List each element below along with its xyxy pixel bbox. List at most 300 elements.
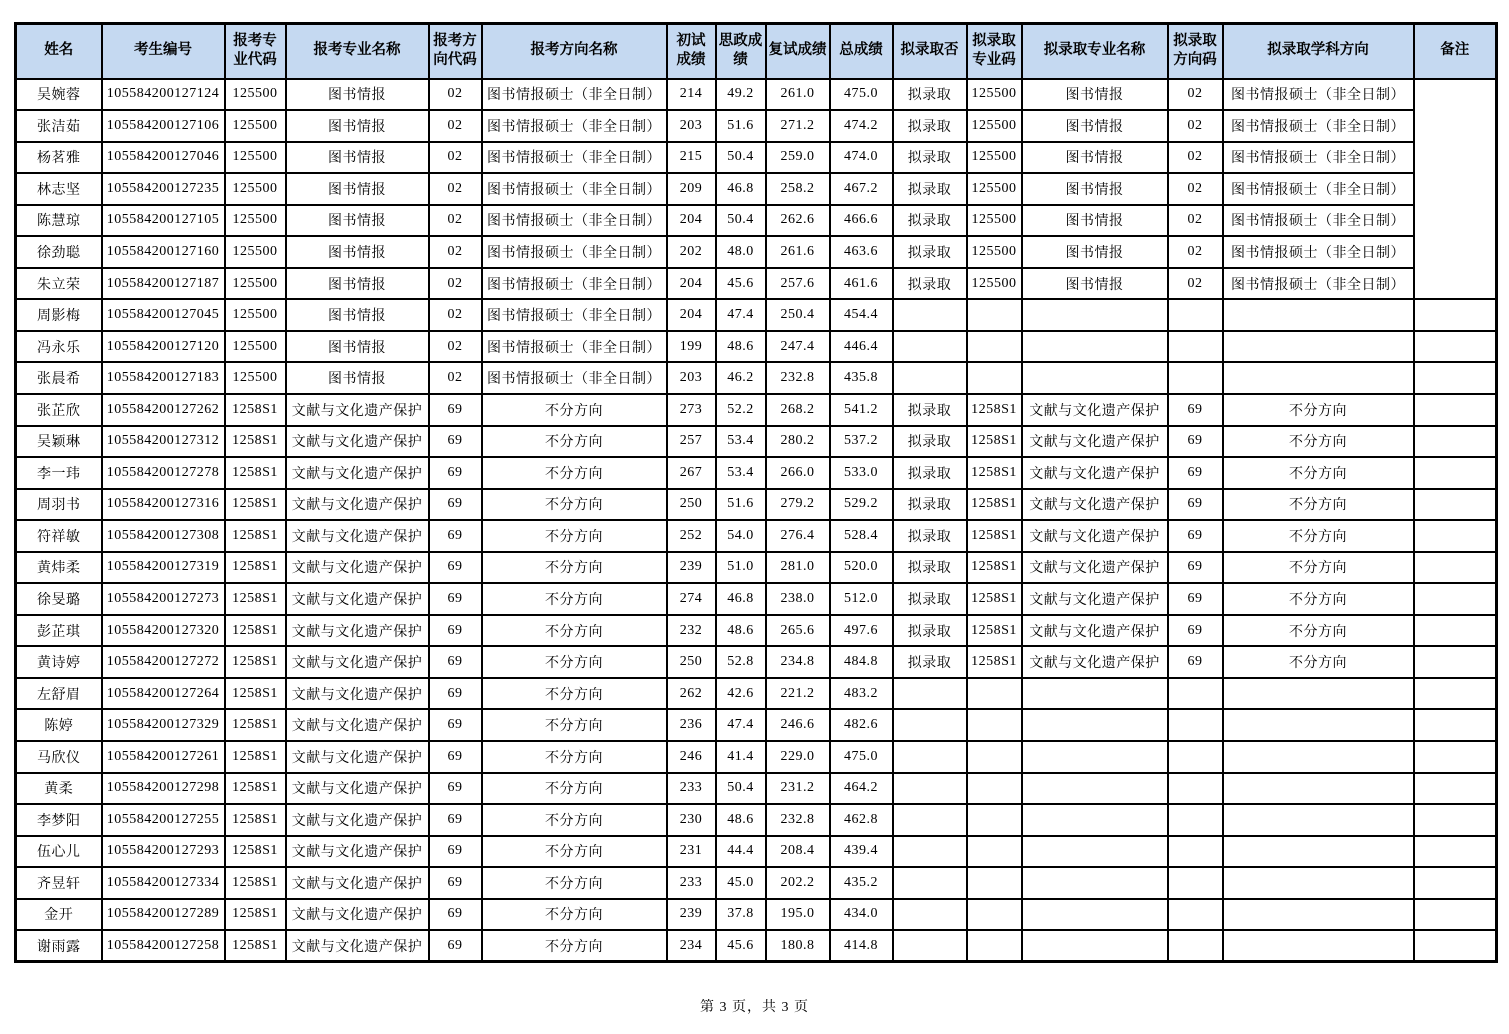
table-cell: 474.0 — [830, 142, 893, 174]
table-cell: 54.0 — [716, 520, 766, 552]
table-cell — [893, 836, 967, 868]
table-cell: 125500 — [225, 110, 286, 142]
table-cell — [893, 362, 967, 394]
table-cell: 261.6 — [766, 236, 830, 268]
table-cell: 1258S1 — [225, 426, 286, 458]
table-row — [16, 173, 1497, 205]
table-cell — [1414, 299, 1497, 331]
table-cell: 231 — [667, 836, 716, 868]
table-cell: 105584200127308 — [102, 520, 225, 552]
table-cell: 不分方向 — [482, 867, 667, 899]
table-cell: 不分方向 — [1223, 615, 1414, 647]
table-cell: 02 — [429, 331, 482, 363]
table-cell: 02 — [429, 268, 482, 300]
column-header: 总成绩 — [830, 24, 893, 79]
table-cell: 02 — [429, 110, 482, 142]
table-cell: 37.8 — [716, 899, 766, 931]
table-cell: 图书情报 — [286, 362, 429, 394]
table-cell — [1022, 299, 1168, 331]
table-cell — [967, 709, 1022, 741]
table-row — [16, 79, 1497, 111]
table-cell: 234 — [667, 930, 716, 962]
table-cell — [1022, 709, 1168, 741]
table-row — [16, 236, 1497, 268]
table-cell: 图书情报 — [1022, 268, 1168, 300]
table-cell: 454.4 — [830, 299, 893, 331]
table-cell: 41.4 — [716, 741, 766, 773]
table-cell: 274 — [667, 583, 716, 615]
table-cell: 69 — [1168, 583, 1223, 615]
table-cell: 文献与文化遗产保护 — [1022, 520, 1168, 552]
table-cell: 528.4 — [830, 520, 893, 552]
table-cell: 1258S1 — [967, 552, 1022, 584]
table-cell — [893, 331, 967, 363]
table-cell: 图书情报硕士（非全日制） — [482, 110, 667, 142]
table-cell: 不分方向 — [482, 804, 667, 836]
table-cell: 图书情报 — [1022, 142, 1168, 174]
table-cell: 02 — [429, 79, 482, 111]
table-cell — [1022, 804, 1168, 836]
table-cell — [1168, 709, 1223, 741]
table-cell: 不分方向 — [482, 709, 667, 741]
table-cell: 不分方向 — [1223, 520, 1414, 552]
table-cell: 不分方向 — [482, 741, 667, 773]
table-cell: 474.2 — [830, 110, 893, 142]
table-cell: 图书情报硕士（非全日制） — [1223, 79, 1414, 111]
table-cell: 图书情报 — [286, 331, 429, 363]
table-cell: 齐昱轩 — [16, 867, 102, 899]
table-cell: 266.0 — [766, 457, 830, 489]
table-cell: 271.2 — [766, 110, 830, 142]
table-cell: 125500 — [225, 362, 286, 394]
table-cell: 105584200127289 — [102, 899, 225, 931]
table-cell: 1258S1 — [225, 836, 286, 868]
table-cell: 69 — [1168, 426, 1223, 458]
table-cell — [967, 741, 1022, 773]
column-header: 姓名 — [16, 24, 102, 79]
table-cell — [1022, 899, 1168, 931]
table-cell: 不分方向 — [482, 583, 667, 615]
table-cell: 105584200127120 — [102, 331, 225, 363]
table-cell: 文献与文化遗产保护 — [286, 646, 429, 678]
table-cell: 1258S1 — [225, 552, 286, 584]
table-cell: 125500 — [225, 205, 286, 237]
table-cell — [967, 867, 1022, 899]
column-header: 报考方向代码 — [429, 24, 482, 79]
table-cell — [967, 299, 1022, 331]
table-row — [16, 899, 1497, 931]
table-cell: 250 — [667, 489, 716, 521]
table-cell: 69 — [429, 741, 482, 773]
table-cell: 50.4 — [716, 773, 766, 805]
table-cell: 199 — [667, 331, 716, 363]
table-cell: 1258S1 — [967, 489, 1022, 521]
table-cell — [1168, 930, 1223, 962]
table-cell: 吴婉蓉 — [16, 79, 102, 111]
table-cell: 冯永乐 — [16, 331, 102, 363]
table-cell: 黄柔 — [16, 773, 102, 805]
table-cell: 69 — [429, 394, 482, 426]
table-cell: 1258S1 — [225, 646, 286, 678]
table-cell — [1414, 709, 1497, 741]
table-cell: 233 — [667, 773, 716, 805]
table-cell: 537.2 — [830, 426, 893, 458]
table-cell: 不分方向 — [482, 646, 667, 678]
table-cell: 46.8 — [716, 173, 766, 205]
table-cell: 105584200127316 — [102, 489, 225, 521]
table-cell: 02 — [1168, 268, 1223, 300]
table-cell: 250.4 — [766, 299, 830, 331]
table-cell: 张洁茹 — [16, 110, 102, 142]
column-header: 报考方向名称 — [482, 24, 667, 79]
table-row — [16, 678, 1497, 710]
table-cell: 02 — [1168, 79, 1223, 111]
column-header: 思政成绩 — [716, 24, 766, 79]
table-cell — [1223, 899, 1414, 931]
table-cell: 69 — [1168, 489, 1223, 521]
table-cell: 02 — [1168, 142, 1223, 174]
table-cell — [893, 804, 967, 836]
table-cell — [1022, 741, 1168, 773]
table-cell: 259.0 — [766, 142, 830, 174]
table-cell: 彭芷琪 — [16, 615, 102, 647]
table-row — [16, 773, 1497, 805]
table-cell: 202.2 — [766, 867, 830, 899]
table-cell: 69 — [429, 804, 482, 836]
table-cell: 1258S1 — [225, 804, 286, 836]
table-cell: 51.0 — [716, 552, 766, 584]
table-cell — [1022, 867, 1168, 899]
table-cell: 105584200127273 — [102, 583, 225, 615]
table-cell: 图书情报硕士（非全日制） — [482, 236, 667, 268]
table-cell — [1223, 804, 1414, 836]
table-cell: 02 — [429, 362, 482, 394]
table-cell — [1223, 362, 1414, 394]
table-cell: 图书情报 — [1022, 205, 1168, 237]
table-cell: 48.6 — [716, 804, 766, 836]
table-cell: 195.0 — [766, 899, 830, 931]
table-cell: 105584200127262 — [102, 394, 225, 426]
table-row — [16, 741, 1497, 773]
table-row — [16, 110, 1497, 142]
table-cell: 268.2 — [766, 394, 830, 426]
table-cell — [1414, 678, 1497, 710]
table-cell: 拟录取 — [893, 489, 967, 521]
table-cell: 69 — [429, 867, 482, 899]
table-cell: 69 — [1168, 394, 1223, 426]
table-cell: 204 — [667, 299, 716, 331]
table-cell: 69 — [429, 678, 482, 710]
table-cell: 533.0 — [830, 457, 893, 489]
table-cell: 陈慧琼 — [16, 205, 102, 237]
table-cell: 125500 — [967, 173, 1022, 205]
table-row — [16, 268, 1497, 300]
table-cell: 图书情报 — [286, 236, 429, 268]
table-cell: 105584200127320 — [102, 615, 225, 647]
table-cell: 徐劲聪 — [16, 236, 102, 268]
table-cell: 467.2 — [830, 173, 893, 205]
table-cell: 1258S1 — [967, 457, 1022, 489]
table-cell: 1258S1 — [225, 867, 286, 899]
table-row — [16, 394, 1497, 426]
table-cell: 105584200127258 — [102, 930, 225, 962]
table-cell: 239 — [667, 899, 716, 931]
table-row — [16, 520, 1497, 552]
table-cell — [1168, 804, 1223, 836]
table-cell: 45.6 — [716, 930, 766, 962]
table-row — [16, 457, 1497, 489]
table-cell: 261.0 — [766, 79, 830, 111]
table-cell: 拟录取 — [893, 268, 967, 300]
table-cell — [1223, 299, 1414, 331]
table-cell: 105584200127264 — [102, 678, 225, 710]
table-cell — [1168, 331, 1223, 363]
table-row — [16, 615, 1497, 647]
table-cell: 拟录取 — [893, 583, 967, 615]
table-cell: 435.8 — [830, 362, 893, 394]
table-cell: 446.4 — [830, 331, 893, 363]
table-cell: 125500 — [225, 79, 286, 111]
table-cell: 1258S1 — [225, 741, 286, 773]
table-cell: 233 — [667, 867, 716, 899]
table-cell: 不分方向 — [482, 615, 667, 647]
table-cell: 125500 — [967, 236, 1022, 268]
table-cell: 50.4 — [716, 205, 766, 237]
table-cell — [893, 773, 967, 805]
table-cell: 475.0 — [830, 79, 893, 111]
table-cell: 不分方向 — [1223, 394, 1414, 426]
table-cell: 125500 — [225, 268, 286, 300]
table-cell: 520.0 — [830, 552, 893, 584]
table-row — [16, 930, 1497, 962]
table-cell — [1168, 773, 1223, 805]
table-cell: 文献与文化遗产保护 — [286, 489, 429, 521]
table-cell — [1168, 867, 1223, 899]
table-cell: 239 — [667, 552, 716, 584]
table-cell: 482.6 — [830, 709, 893, 741]
table-cell — [1168, 299, 1223, 331]
table-cell — [1168, 362, 1223, 394]
table-cell: 文献与文化遗产保护 — [286, 741, 429, 773]
table-cell: 1258S1 — [225, 709, 286, 741]
table-cell: 48.0 — [716, 236, 766, 268]
table-cell: 图书情报 — [1022, 79, 1168, 111]
table-cell: 1258S1 — [967, 520, 1022, 552]
table-cell: 不分方向 — [1223, 457, 1414, 489]
table-cell: 1258S1 — [225, 489, 286, 521]
table-cell: 不分方向 — [482, 489, 667, 521]
table-cell: 463.6 — [830, 236, 893, 268]
table-cell: 69 — [1168, 552, 1223, 584]
admission-results-table — [14, 22, 1498, 963]
table-cell: 图书情报硕士（非全日制） — [1223, 110, 1414, 142]
table-cell — [1414, 552, 1497, 584]
table-cell: 1258S1 — [225, 520, 286, 552]
table-cell: 不分方向 — [482, 457, 667, 489]
table-cell: 不分方向 — [482, 552, 667, 584]
table-cell — [893, 899, 967, 931]
table-cell: 图书情报硕士（非全日制） — [482, 205, 667, 237]
table-cell — [1022, 930, 1168, 962]
table-cell: 208.4 — [766, 836, 830, 868]
table-cell: 谢雨露 — [16, 930, 102, 962]
table-row — [16, 583, 1497, 615]
column-header: 报考专业代码 — [225, 24, 286, 79]
table-cell: 文献与文化遗产保护 — [286, 836, 429, 868]
table-cell: 69 — [429, 583, 482, 615]
table-cell: 53.4 — [716, 457, 766, 489]
table-cell: 02 — [1168, 173, 1223, 205]
page-number-footer: 第 3 页，共 3 页 — [700, 1000, 809, 1015]
table-cell: 51.6 — [716, 110, 766, 142]
table-row — [16, 489, 1497, 521]
column-header: 拟录取否 — [893, 24, 967, 79]
table-cell — [1022, 773, 1168, 805]
table-cell: 221.2 — [766, 678, 830, 710]
table-cell — [1414, 930, 1497, 962]
table-cell: 图书情报 — [286, 173, 429, 205]
table-cell: 拟录取 — [893, 615, 967, 647]
table-cell — [1022, 331, 1168, 363]
table-cell: 250 — [667, 646, 716, 678]
table-cell: 02 — [429, 142, 482, 174]
table-cell — [967, 678, 1022, 710]
table-cell — [1414, 583, 1497, 615]
table-cell: 105584200127046 — [102, 142, 225, 174]
table-cell — [1414, 773, 1497, 805]
table-cell: 文献与文化遗产保护 — [286, 867, 429, 899]
table-cell — [967, 804, 1022, 836]
table-row — [16, 552, 1497, 584]
table-cell — [1414, 362, 1497, 394]
table-cell: 黄炜柔 — [16, 552, 102, 584]
table-cell: 周羽书 — [16, 489, 102, 521]
table-cell: 69 — [429, 426, 482, 458]
table-cell: 文献与文化遗产保护 — [286, 615, 429, 647]
table-cell — [1414, 615, 1497, 647]
table-cell — [967, 773, 1022, 805]
table-cell: 125500 — [967, 268, 1022, 300]
table-row — [16, 836, 1497, 868]
table-cell: 图书情报 — [286, 79, 429, 111]
table-cell: 209 — [667, 173, 716, 205]
table-cell: 238.0 — [766, 583, 830, 615]
table-cell: 图书情报 — [1022, 110, 1168, 142]
table-cell — [1414, 836, 1497, 868]
table-cell: 414.8 — [830, 930, 893, 962]
table-cell: 1258S1 — [225, 899, 286, 931]
table-cell: 265.6 — [766, 615, 830, 647]
table-cell: 李一玮 — [16, 457, 102, 489]
table-cell: 文献与文化遗产保护 — [286, 457, 429, 489]
table-cell: 461.6 — [830, 268, 893, 300]
table-cell — [1223, 741, 1414, 773]
table-cell: 280.2 — [766, 426, 830, 458]
table-cell: 文献与文化遗产保护 — [286, 804, 429, 836]
table-cell: 伍心儿 — [16, 836, 102, 868]
table-cell: 不分方向 — [482, 930, 667, 962]
column-header: 拟录取方向码 — [1168, 24, 1223, 79]
table-cell: 1258S1 — [967, 426, 1022, 458]
table-cell: 图书情报 — [1022, 236, 1168, 268]
table-cell: 125500 — [225, 331, 286, 363]
table-cell: 金开 — [16, 899, 102, 931]
table-cell: 125500 — [967, 110, 1022, 142]
table-cell — [1223, 867, 1414, 899]
table-cell: 214 — [667, 79, 716, 111]
table-cell — [967, 362, 1022, 394]
table-cell: 拟录取 — [893, 552, 967, 584]
table-cell: 105584200127329 — [102, 709, 225, 741]
table-cell: 69 — [429, 836, 482, 868]
table-cell — [1414, 79, 1497, 300]
table-cell: 图书情报硕士（非全日制） — [482, 299, 667, 331]
table-cell: 李梦阳 — [16, 804, 102, 836]
table-cell — [1168, 741, 1223, 773]
table-cell: 符祥敏 — [16, 520, 102, 552]
table-cell: 文献与文化遗产保护 — [286, 709, 429, 741]
table-cell: 105584200127124 — [102, 79, 225, 111]
table-cell: 拟录取 — [893, 394, 967, 426]
table-cell: 杨茗雅 — [16, 142, 102, 174]
table-cell: 475.0 — [830, 741, 893, 773]
table-cell: 105584200127183 — [102, 362, 225, 394]
table-cell: 图书情报 — [1022, 173, 1168, 205]
table-cell — [1168, 836, 1223, 868]
table-cell: 230 — [667, 804, 716, 836]
table-cell: 276.4 — [766, 520, 830, 552]
table-cell: 图书情报 — [286, 205, 429, 237]
table-cell: 图书情报硕士（非全日制） — [1223, 205, 1414, 237]
table-cell: 462.8 — [830, 804, 893, 836]
table-cell: 231.2 — [766, 773, 830, 805]
table-cell: 拟录取 — [893, 457, 967, 489]
table-cell: 48.6 — [716, 615, 766, 647]
table-cell: 不分方向 — [482, 426, 667, 458]
table-cell: 马欣仪 — [16, 741, 102, 773]
table-cell: 435.2 — [830, 867, 893, 899]
table-cell: 02 — [1168, 205, 1223, 237]
table-cell: 529.2 — [830, 489, 893, 521]
table-cell: 262.6 — [766, 205, 830, 237]
table-cell: 125500 — [225, 173, 286, 205]
table-cell: 不分方向 — [482, 394, 667, 426]
table-cell: 69 — [429, 615, 482, 647]
table-cell: 文献与文化遗产保护 — [286, 678, 429, 710]
table-row — [16, 205, 1497, 237]
table-cell: 不分方向 — [1223, 552, 1414, 584]
table-cell: 232 — [667, 615, 716, 647]
table-cell: 69 — [1168, 615, 1223, 647]
table-cell: 文献与文化遗产保护 — [286, 394, 429, 426]
table-cell — [967, 930, 1022, 962]
table-cell: 105584200127045 — [102, 299, 225, 331]
table-cell: 文献与文化遗产保护 — [286, 773, 429, 805]
table-row — [16, 331, 1497, 363]
table-cell — [1414, 489, 1497, 521]
table-cell: 105584200127272 — [102, 646, 225, 678]
table-cell: 279.2 — [766, 489, 830, 521]
table-header — [16, 24, 1497, 79]
table-cell: 466.6 — [830, 205, 893, 237]
table-cell: 1258S1 — [225, 615, 286, 647]
table-cell: 203 — [667, 362, 716, 394]
table-cell: 左舒眉 — [16, 678, 102, 710]
table-cell: 黄诗婷 — [16, 646, 102, 678]
table-cell: 257 — [667, 426, 716, 458]
table-cell: 陈婷 — [16, 709, 102, 741]
table-cell: 图书情报硕士（非全日制） — [1223, 268, 1414, 300]
